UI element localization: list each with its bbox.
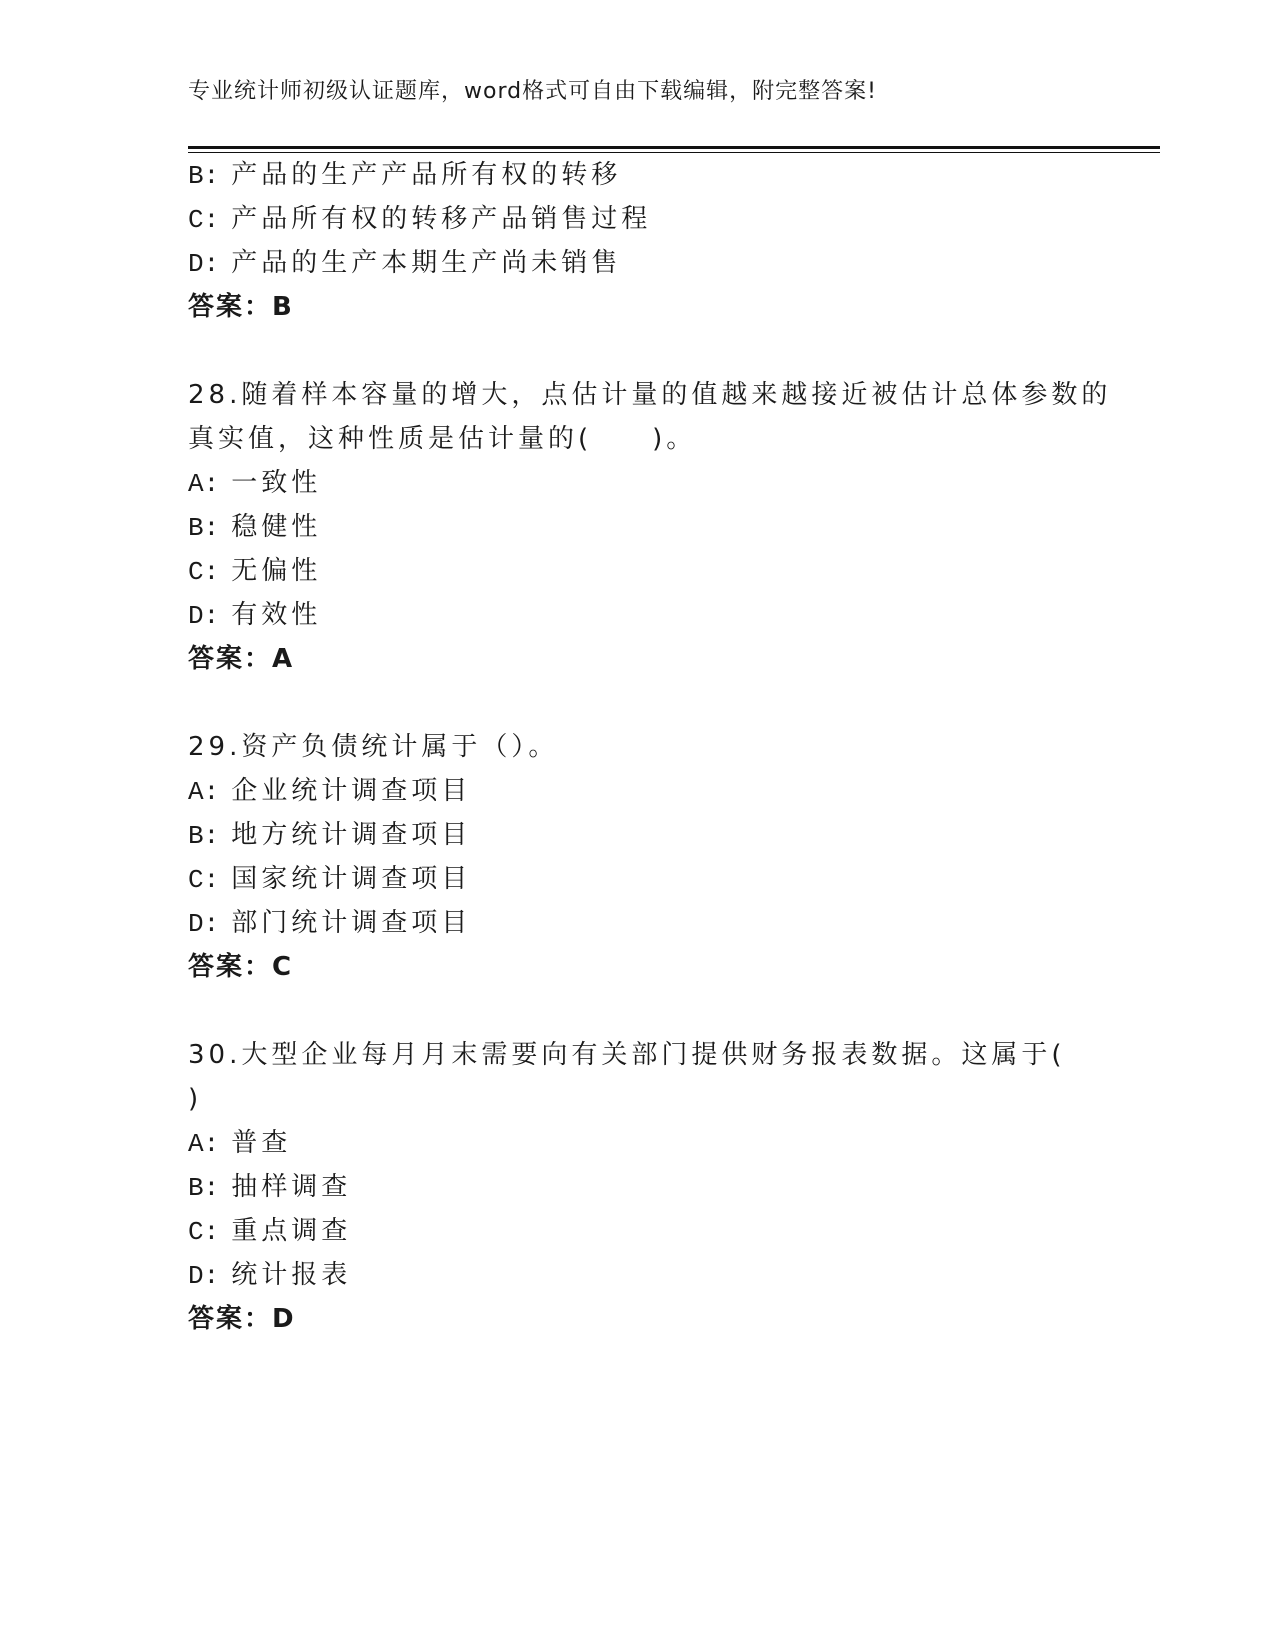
option-key: C: bbox=[188, 557, 220, 587]
option-line bbox=[188, 1170, 351, 1205]
question-stem: 真实值，这种性质是估计量的( )。 bbox=[188, 424, 697, 454]
option-line bbox=[188, 1214, 351, 1249]
page-header: 专业统计师初级认证题库，word格式可自由下载编辑，附完整答案! bbox=[188, 79, 877, 104]
option-line bbox=[188, 862, 471, 897]
option-text: 企业统计调查项目 bbox=[231, 776, 472, 806]
option-line bbox=[188, 1126, 291, 1161]
answer-line: 答案：C bbox=[188, 952, 294, 982]
option-key: D: bbox=[188, 249, 220, 279]
option-key: B: bbox=[188, 513, 220, 543]
option-key: A: bbox=[188, 1129, 220, 1159]
option-line bbox=[188, 774, 471, 809]
option-text: 有效性 bbox=[231, 600, 322, 630]
option-key: D: bbox=[188, 601, 220, 631]
option-line bbox=[188, 1258, 351, 1293]
option-text: 重点调查 bbox=[231, 1216, 352, 1246]
option-key: C: bbox=[188, 205, 220, 235]
option-key: D: bbox=[188, 909, 220, 939]
option-text: 统计报表 bbox=[231, 1260, 352, 1290]
option-key: B: bbox=[188, 1173, 220, 1203]
question-stem: 30.大型企业每月月末需要向有关部门提供财务报表数据。这属于( bbox=[188, 1040, 1066, 1070]
option-text: 普查 bbox=[231, 1128, 292, 1158]
option-key: A: bbox=[188, 469, 220, 499]
answer-line: 答案：B bbox=[188, 292, 294, 322]
option-line bbox=[188, 510, 321, 545]
option-line bbox=[188, 818, 471, 853]
option-line bbox=[188, 598, 321, 633]
option-line bbox=[188, 202, 651, 237]
answer-line: 答案：A bbox=[188, 644, 295, 674]
header-rule-thin bbox=[188, 152, 1160, 153]
option-text: 抽样调查 bbox=[231, 1172, 352, 1202]
option-key: C: bbox=[188, 865, 220, 895]
option-text: 国家统计调查项目 bbox=[231, 864, 472, 894]
option-text: 部门统计调查项目 bbox=[231, 908, 472, 938]
answer-line: 答案：D bbox=[188, 1304, 296, 1334]
question-stem: 29.资产负债统计属于（）。 bbox=[188, 732, 559, 762]
option-text: 稳健性 bbox=[231, 512, 322, 542]
option-key: B: bbox=[188, 821, 220, 851]
option-text: 一致性 bbox=[231, 468, 322, 498]
option-key: B: bbox=[188, 161, 220, 191]
option-key: A: bbox=[188, 777, 220, 807]
option-key: D: bbox=[188, 1261, 220, 1291]
option-text: 产品的生产本期生产尚未销售 bbox=[231, 248, 622, 278]
option-text: 产品所有权的转移产品销售过程 bbox=[231, 204, 652, 234]
option-line bbox=[188, 554, 321, 589]
option-text: 地方统计调查项目 bbox=[231, 820, 472, 850]
option-line bbox=[188, 466, 321, 501]
option-text: 无偏性 bbox=[231, 556, 322, 586]
option-line bbox=[188, 246, 621, 281]
question-stem: ) bbox=[188, 1084, 203, 1114]
option-key: C: bbox=[188, 1217, 220, 1247]
option-text: 产品的生产产品所有权的转移 bbox=[231, 160, 622, 190]
question-stem: 28.随着样本容量的增大，点估计量的值越来越接近被估计总体参数的 bbox=[188, 380, 1112, 410]
option-line bbox=[188, 906, 471, 941]
option-line bbox=[188, 158, 621, 193]
header-rule-thick bbox=[188, 146, 1160, 149]
